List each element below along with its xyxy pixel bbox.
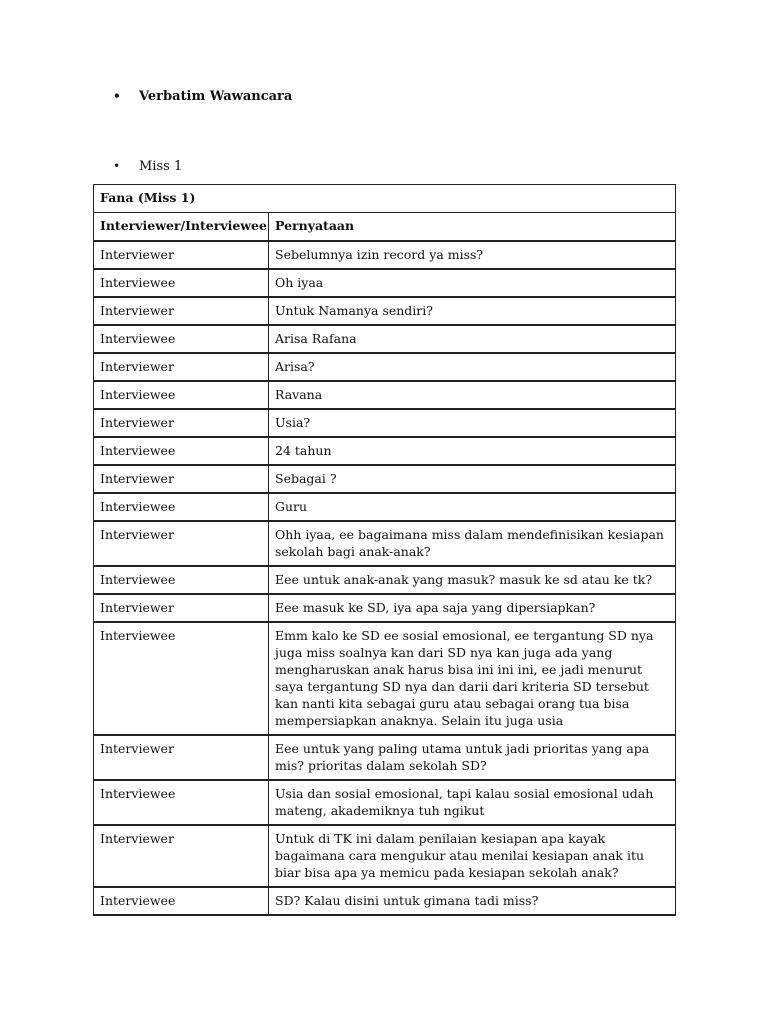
table-row bbox=[94, 465, 676, 493]
statement-cell: Arisa? bbox=[269, 353, 676, 381]
table-row bbox=[94, 437, 676, 465]
speaker-cell: Interviewee bbox=[94, 437, 269, 465]
bullet-icon: • bbox=[113, 89, 121, 103]
statement-cell: Usia? bbox=[269, 409, 676, 437]
speaker-cell: Interviewer bbox=[94, 353, 269, 381]
speaker-cell: Interviewer bbox=[94, 409, 269, 437]
speaker-cell: Interviewee bbox=[94, 622, 269, 735]
statement-cell: SD? Kalau disini untuk gimana tadi miss? bbox=[269, 887, 676, 915]
subheading-bullet bbox=[113, 158, 182, 175]
statement-cell: Arisa Rafana bbox=[269, 325, 676, 353]
table-row bbox=[94, 566, 676, 594]
table-row bbox=[94, 325, 676, 353]
table-row bbox=[94, 493, 676, 521]
speaker-cell: Interviewer bbox=[94, 825, 269, 887]
speaker-cell: Interviewer bbox=[94, 297, 269, 325]
statement-cell: Eee untuk anak-anak yang masuk? masuk ke sd atau ke tk? bbox=[269, 566, 676, 594]
speaker-cell: Interviewee bbox=[94, 493, 269, 521]
speaker-cell: Interviewee bbox=[94, 887, 269, 915]
statement-cell: Sebelumnya izin record ya miss? bbox=[269, 241, 676, 269]
statement-cell: Eee masuk ke SD, iya apa saja yang dipersiapkan? bbox=[269, 594, 676, 622]
section-subheading: Miss 1 bbox=[139, 159, 183, 174]
speaker-cell: Interviewee bbox=[94, 780, 269, 825]
statement-cell: Sebagai ? bbox=[269, 465, 676, 493]
table-row bbox=[94, 735, 676, 780]
table-row bbox=[94, 622, 676, 735]
table-row bbox=[94, 780, 676, 825]
table-row bbox=[94, 297, 676, 325]
statement-cell: Untuk Namanya sendiri? bbox=[269, 297, 676, 325]
statement-cell: Ohh iyaa, ee bagaimana miss dalam mendefinisikan kesiapan sekolah bagi anak-anak? bbox=[269, 521, 676, 566]
statement-cell: Untuk di TK ini dalam penilaian kesiapan apa kayak bagaimana cara mengukur atau menilai kesiapan anak itu biar bisa apa ya memicu pada kesiapan sekolah anak? bbox=[269, 825, 676, 887]
speaker-cell: Interviewer bbox=[94, 594, 269, 622]
table-row bbox=[94, 409, 676, 437]
column-header-statement: Pernyataan bbox=[269, 213, 676, 242]
section-heading: Verbatim Wawancara bbox=[139, 89, 293, 104]
speaker-cell: Interviewee bbox=[94, 325, 269, 353]
speaker-cell: Interviewer bbox=[94, 465, 269, 493]
speaker-cell: Interviewer bbox=[94, 521, 269, 566]
table-row bbox=[94, 381, 676, 409]
table-row bbox=[94, 241, 676, 269]
bullet-icon: • bbox=[113, 159, 121, 173]
table-header-row bbox=[94, 213, 676, 242]
statement-cell: 24 tahun bbox=[269, 437, 676, 465]
statement-cell: Ravana bbox=[269, 381, 676, 409]
statement-cell: Guru bbox=[269, 493, 676, 521]
statement-cell: Eee untuk yang paling utama untuk jadi prioritas yang apa mis? prioritas dalam sekolah SD? bbox=[269, 735, 676, 780]
table-row bbox=[94, 353, 676, 381]
statement-cell: Oh iyaa bbox=[269, 269, 676, 297]
speaker-cell: Interviewee bbox=[94, 566, 269, 594]
speaker-cell: Interviewee bbox=[94, 381, 269, 409]
table-row bbox=[94, 269, 676, 297]
speaker-cell: Interviewer bbox=[94, 735, 269, 780]
statement-cell: Emm kalo ke SD ee sosial emosional, ee tergantung SD nya juga miss soalnya kan dari SD nya kan juga ada yang mengharuskan anak harus bisa ini ini ini, ee jadi menurut saya tergantung SD nya dan darii dari kriteria SD tersebut kan nanti kita sebagai guru atau sebagai orang tua bisa mempersiapkan anaknya. Selain itu juga usia bbox=[269, 622, 676, 735]
transcript-table bbox=[93, 184, 676, 916]
table-row bbox=[94, 594, 676, 622]
table-row bbox=[94, 887, 676, 915]
table-row bbox=[94, 521, 676, 566]
table-title: Fana (Miss 1) bbox=[94, 185, 676, 213]
statement-cell: Usia dan sosial emosional, tapi kalau sosial emosional udah mateng, akademiknya tuh ngikut bbox=[269, 780, 676, 825]
table-row bbox=[94, 825, 676, 887]
column-header-speaker: Interviewer/Interviewee bbox=[94, 213, 269, 242]
speaker-cell: Interviewee bbox=[94, 269, 269, 297]
speaker-cell: Interviewer bbox=[94, 241, 269, 269]
table-title-row bbox=[94, 185, 676, 213]
heading-bullet bbox=[113, 88, 292, 105]
